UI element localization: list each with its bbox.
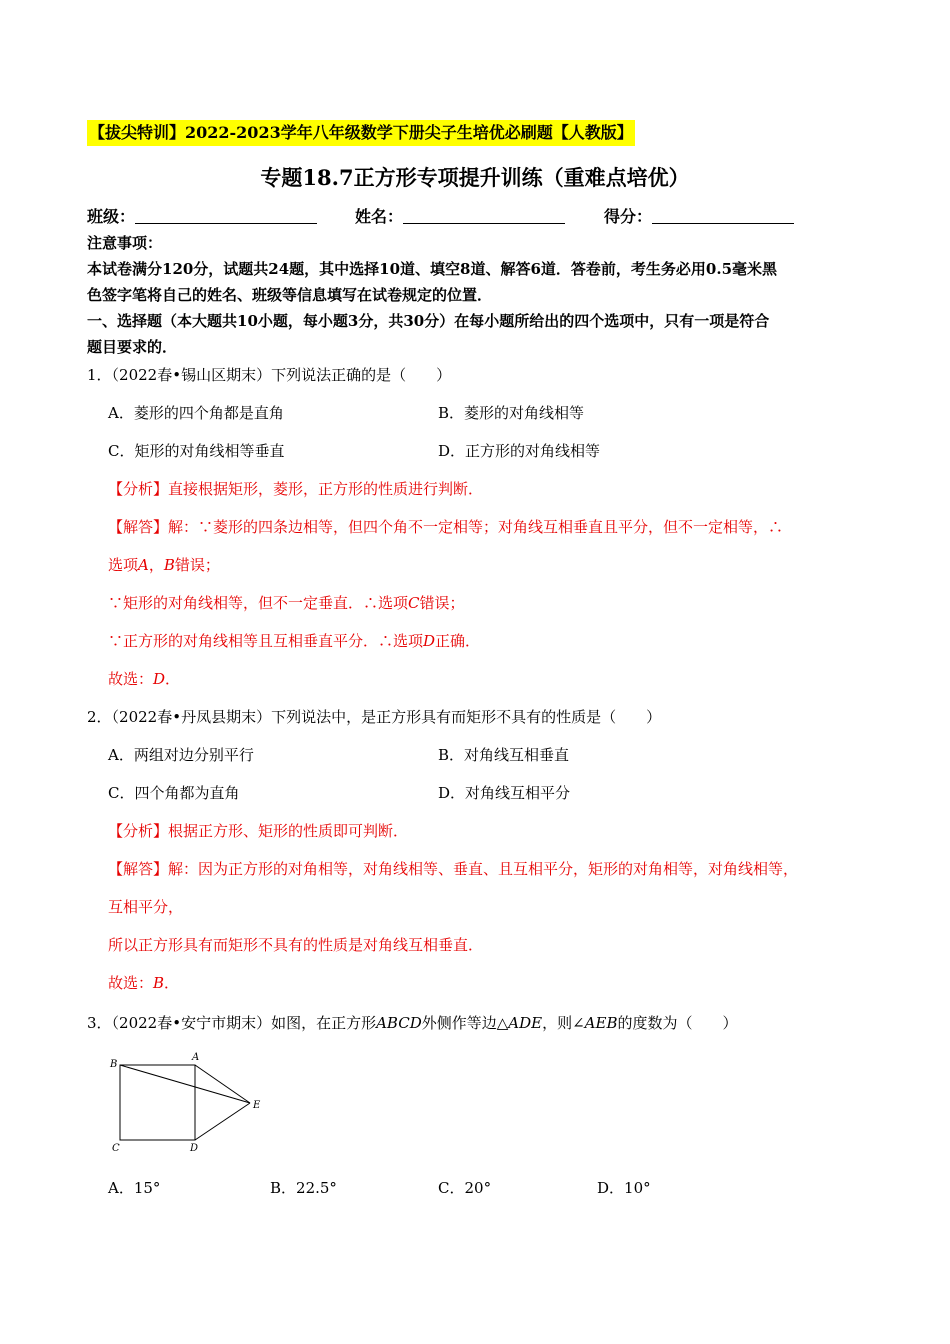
q2-stem: 2．（2022春•丹凤县期末）下列说法中，是正方形具有而矩形不具有的性质是（ ） [87,708,662,726]
q3-stem-a: 3．（2022春•安宁市期末）如图，在正方形 [87,1014,377,1032]
score-label: 得分： [604,207,653,226]
notice-line-1: 本试卷满分120分，试题共24题，其中选择10道、填空8道、解答6道．答卷前，考生务必用0.5毫米黑 [87,260,778,278]
notice-heading: 注意事项： [87,234,163,252]
q2-analysis-text: 根据正方形、矩形的性质即可判断． [168,822,409,840]
q1-option-c: C．矩形的对角线相等垂直 [108,442,285,460]
q1-answer-tag: 【解答】 [108,518,169,536]
q3-option-c: C．20° [438,1179,492,1197]
q1-answer-var-b: B [163,556,175,574]
q3-stem-square: ABCD [376,1014,422,1032]
q2-choice-end: ． [164,974,180,992]
q2-choice [108,972,179,993]
header-banner: 【拔尖特训】2022-2023学年八年级数学下册尖子生培优必刷题【人教版】 [87,120,635,146]
q2-analysis-tag: 【分析】 [108,822,169,840]
q1-option-a: A．菱形的四个角都是直角 [108,404,284,422]
segment-ae [195,1065,250,1103]
q1-answer-var-d: D [423,632,436,650]
label-c: C [112,1143,120,1154]
q2-option-d: D．对角线互相平分 [438,784,571,802]
q1-answer-text-2e: 错误； [174,556,220,574]
name-blank[interactable] [403,207,565,224]
q1-answer-text-3c: 错误； [419,594,465,612]
q1-answer-text-4a: ∵正方形的对角线相等且互相垂直平分．∴选项 [108,632,424,650]
q1-answer-line-4 [108,630,480,651]
label-a: A [192,1052,200,1063]
q2-choice-value: B [153,974,165,992]
label-e: E [253,1100,261,1111]
q2-choice-label: 故选： [108,974,154,992]
name-label: 姓名： [355,207,404,226]
q1-option-d: D．正方形的对角线相等 [438,442,601,460]
q3-stem [87,1012,737,1033]
section-heading-2: 题目要求的． [87,338,178,356]
q3-stem-c: 外侧作等边△ [421,1014,509,1032]
label-d: D [190,1143,199,1154]
q1-answer-text-2c: ， [148,556,164,574]
label-b: B [110,1059,118,1070]
q2-answer-line-2: 互相平分， [108,898,184,916]
class-blank[interactable] [135,207,317,224]
section-heading-1: 一、选择题（本大题共10小题，每小题3分，共30分）在每小题所给出的四个选项中，只有一项是符合 [87,312,770,330]
q1-analysis-tag: 【分析】 [108,480,169,498]
q1-answer-text-2a: 选项 [108,556,139,574]
q3-stem-e: ，则∠ [542,1014,585,1032]
q1-analysis-text: 直接根据矩形，菱形，正方形的性质进行判断． [168,480,484,498]
q3-option-b: B．22.5° [270,1179,337,1197]
q3-stem-triangle: ADE [508,1014,543,1032]
segment-be [120,1065,250,1103]
segment-de [195,1103,250,1140]
q1-choice-label: 故选： [108,670,154,688]
notice-line-2: 色签字笔将自己的姓名、班级等信息填写在试卷规定的位置． [87,286,493,304]
q1-answer-text-3a: ∵矩形的对角线相等，但不一定垂直．∴选项 [108,594,409,612]
q1-analysis [108,478,483,499]
q1-answer-line-2 [108,554,220,575]
q3-stem-g: 的度数为（ ） [617,1014,738,1032]
q2-answer-line-1 [108,858,798,879]
q1-answer-var-a: A [138,556,149,574]
q1-answer-line-3 [108,592,465,613]
q2-option-a: A．两组对边分别平行 [108,746,254,764]
q1-stem: 1．（2022春•锡山区期末）下列说法正确的是（ ） [87,366,452,384]
q2-analysis [108,820,408,841]
q3-figure [100,1045,280,1160]
name-field [355,204,565,227]
q3-stem-angle: AEB [584,1014,618,1032]
q1-choice-end: ． [165,670,181,688]
q1-choice-value: D [153,670,166,688]
q2-answer-line-3: 所以正方形具有而矩形不具有的性质是对角线互相垂直． [108,936,484,954]
q1-answer-text-1: 解：∵菱形的四条边相等，但四个角不一定相等；对角线互相垂直且平分，但不一定相等，∴ [168,518,784,536]
q2-answer-tag: 【解答】 [108,860,169,878]
q3-option-d: D．10° [597,1179,651,1197]
q2-option-b: B．对角线互相垂直 [438,746,570,764]
q1-answer-var-c: C [408,594,420,612]
score-field [604,204,794,227]
class-field [87,204,317,227]
q1-answer-text-4c: 正确． [435,632,481,650]
q3-option-a: A．15° [108,1179,161,1197]
q2-answer-text-1: 解：因为正方形的对角相等，对角线相等、垂直、且互相平分，矩形的对角相等，对角线相等， [168,860,799,878]
q1-option-b: B．菱形的对角线相等 [438,404,585,422]
score-blank[interactable] [652,207,794,224]
q1-answer-line-1 [108,516,783,537]
q2-option-c: C．四个角都为直角 [108,784,240,802]
q1-choice [108,668,180,689]
page-title: 专题18.7正方形专项提升训练（重难点培优） [260,165,690,190]
class-label: 班级： [87,207,136,226]
